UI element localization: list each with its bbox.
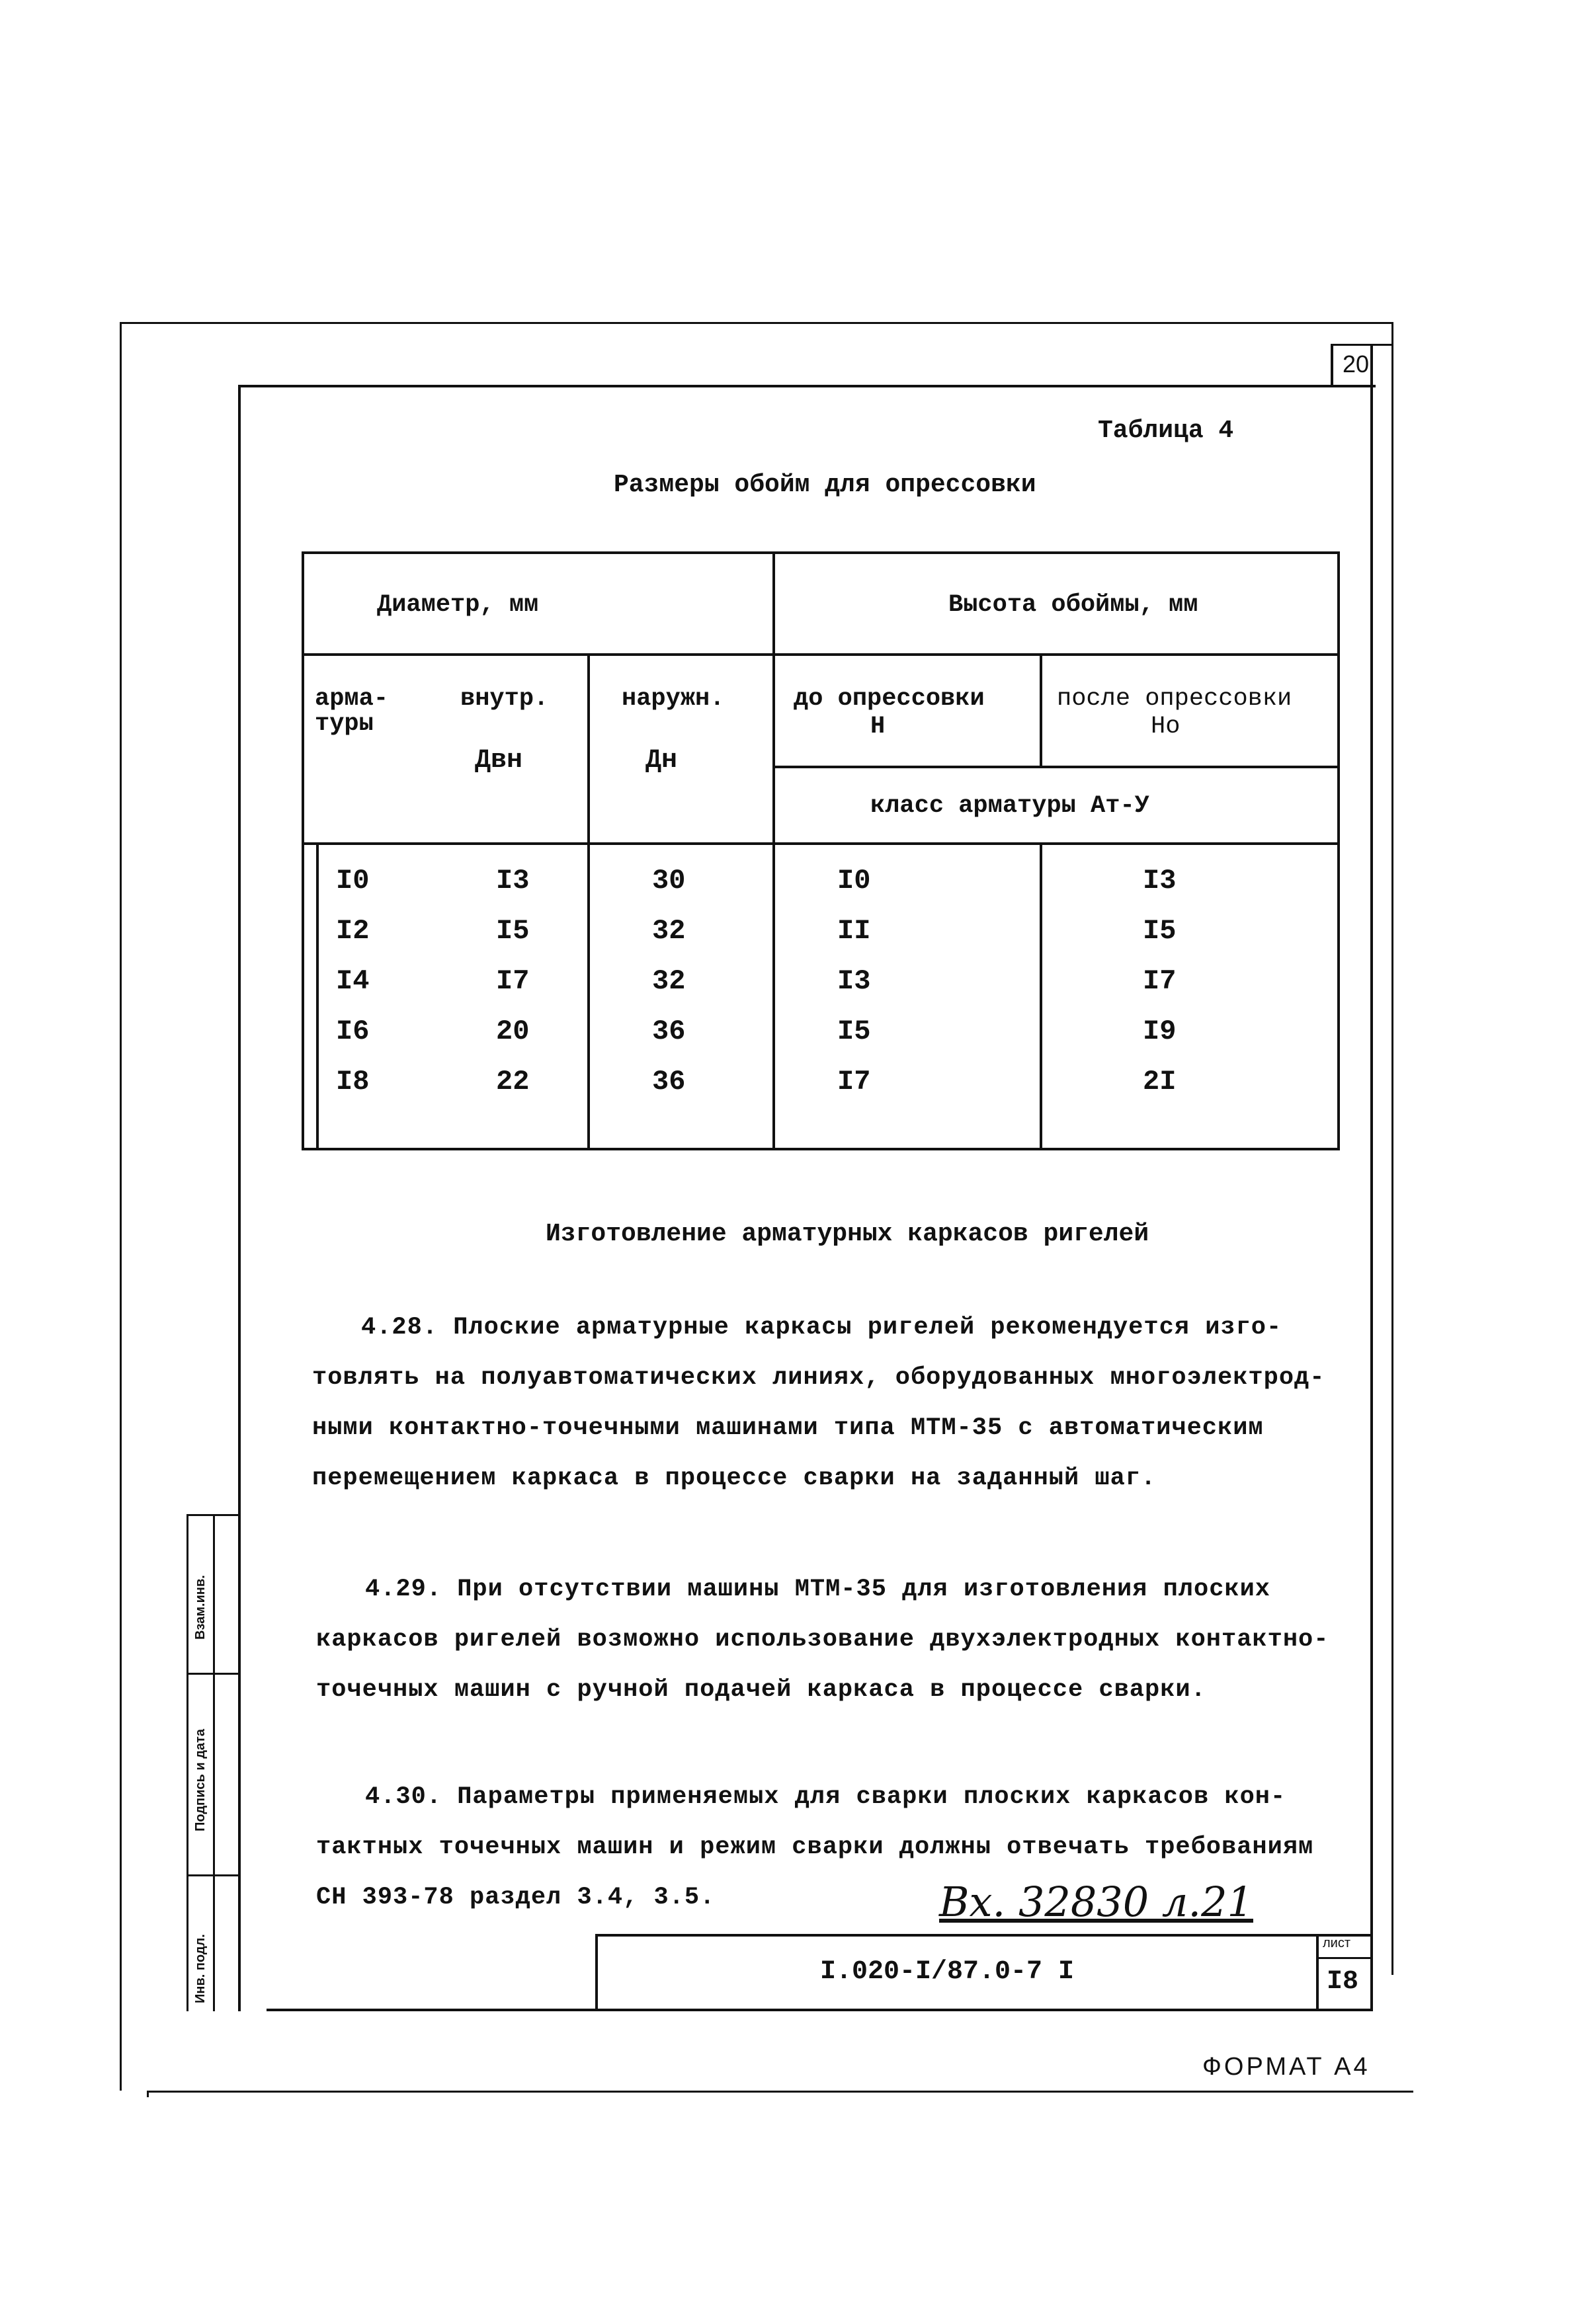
col-header-rebar-2: туры xyxy=(315,710,374,738)
paragraph-4-30: 4.30. Параметры применяемых для сварки плоских каркасов кон- тактных точечных машин и режим сварки должны отвечать требованиям СН 393-78 раздел 3.4, 3.5. xyxy=(316,1783,1314,1911)
paragraph-4-29: 4.29. При отсутствии машины МТМ-35 для изготовления плоских каркасов ригелей возможно использование двухэлектродных контактно- точечных машин с ручной подачей каркаса в процессе сварки. xyxy=(316,1576,1329,1704)
sheet-number: I8 xyxy=(1327,1967,1359,1997)
col-header-before-symbol: Н xyxy=(870,713,886,741)
sheet-label: лист xyxy=(1323,1936,1351,1950)
col-header-rebar-1: арма- xyxy=(315,685,389,713)
table-title: Размеры обойм для опрессовки xyxy=(614,471,1036,499)
paragraph-4-28: 4.28. Плоские арматурные каркасы ригелей рекомендуется изго- товлять на полуавтоматических линиях, оборудованных многоэлектрод- ными контактно-точечными машинами типа МТМ-35 с автоматическим перемещением каркаса в процессе сварки на заданный шаг. xyxy=(312,1314,1325,1492)
handwritten-note: Вх. 32830 л.21 xyxy=(939,1878,1253,1926)
stamp-field-inventory: Инв. подл. xyxy=(193,1934,208,2003)
col-header-after-symbol: Но xyxy=(1151,713,1181,741)
col-header-outer: наружн. xyxy=(622,685,725,713)
col-header-inner: внутр. xyxy=(460,685,549,713)
subheader-rebar-class: класс арматуры Ат-У xyxy=(870,792,1149,820)
document-code: I.020-I/87.0-7 I xyxy=(820,1957,1075,1987)
format-label: ФОРМАТ А4 xyxy=(1202,2053,1370,2081)
header-height: Высота обоймы, мм xyxy=(948,591,1198,619)
page-number: 20 xyxy=(1343,350,1370,378)
dimensions-table: Диаметр, мм Высота обоймы, мм арма- туры внутр. Двн наружн. Дн до опрессовки Н после опрессовки Но класс арматуры Ат-У I0 I3 30 I0 I3 I2 I5 32 II I5 I4 I7 32 I3 I7 I6 20 36 I5 I9 I8 22 36 I7 2I xyxy=(302,551,1340,1150)
col-header-inner-symbol: Двн xyxy=(475,746,523,776)
header-diameter: Диаметр, мм xyxy=(377,591,539,619)
table-label: Таблица 4 xyxy=(1098,417,1234,445)
col-header-outer-symbol: Дн xyxy=(645,746,678,776)
stamp-field-replacement: Взам.инв. xyxy=(193,1575,208,1640)
col-header-after: после опрессовки xyxy=(1057,685,1292,713)
col-header-before: до опрессовки xyxy=(794,685,985,713)
section-title: Изготовление арматурных каркасов ригелей xyxy=(546,1220,1149,1248)
stamp-field-signature: Подпись и дата xyxy=(193,1729,208,1831)
